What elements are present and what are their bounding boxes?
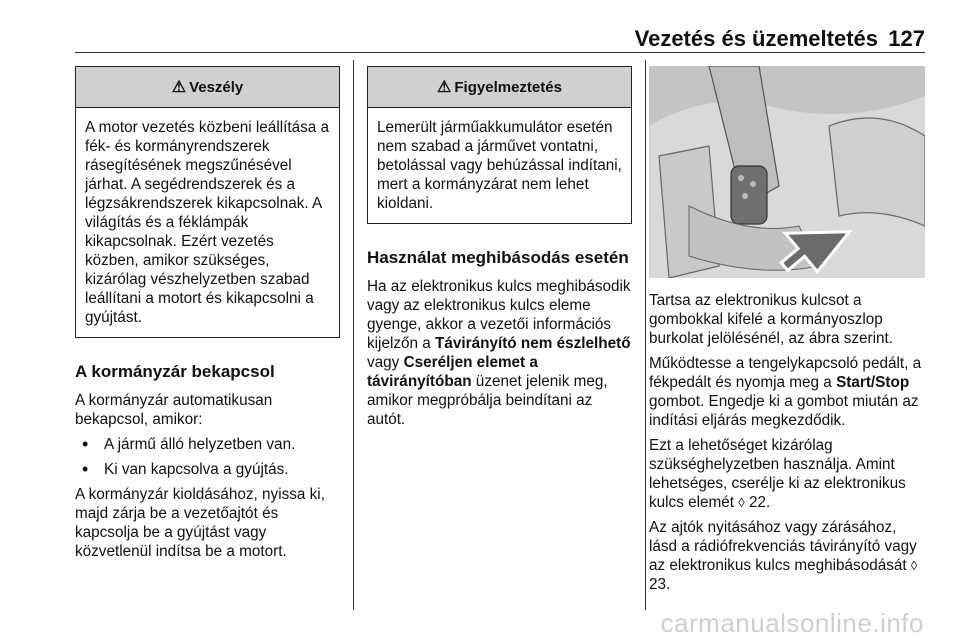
warning-triangle-icon: ⚠	[437, 78, 452, 96]
page-reference[interactable]: 23.	[649, 576, 671, 593]
start-stop-label: Start/Stop	[836, 374, 910, 391]
paragraph: A kormányzár kioldásához, nyissa ki, majd zárja be a vezetőajtót és kapcsolja be a gyújtást vagy közvetlenül indítsa be a motort.	[75, 486, 325, 560]
column-1	[75, 66, 340, 561]
section-intro: A kormányzár automatikusan bekapcsol, amikor:	[75, 392, 273, 428]
column-divider	[353, 60, 354, 610]
warning-triangle-icon: ⚠	[171, 78, 187, 96]
column-3	[649, 66, 925, 594]
danger-box	[75, 66, 340, 338]
bold-message: Cseréljen elemet a távirányítóban	[367, 354, 538, 390]
page-reference-icon: ◊	[738, 495, 745, 510]
header-divider	[75, 52, 925, 53]
paragraph: Működtesse a tengelykapcsoló pedált, a fékpedált és nyomja meg a Start/Stop gombot. Engedje ki a gombot miután az indítási eljárás megkezdődik.	[649, 355, 922, 429]
condition-list	[75, 435, 340, 479]
figure-caption: Tartsa az elektronikus kulcsot a gombokkal kifelé a kormányoszlop burkolat jelölésénél, az ábra szerint.	[649, 292, 894, 347]
column-2	[367, 66, 632, 429]
section-title: A kormányzár bekapcsol	[75, 362, 275, 381]
paragraph: Az ajtók nyitásához vagy zárásához, lásd a rádiófrekvenciás távirányító vagy az elektronikus kulcs meghibásodását ◊ 23.	[649, 519, 918, 593]
warning-box-title: Figyelmeztetés	[454, 78, 562, 96]
page-number: 127	[888, 26, 925, 51]
list-item: • A jármű álló helyzetben van.	[75, 435, 340, 454]
danger-box-title: Veszély	[189, 78, 244, 96]
watermark: carmanualsonline.info	[660, 608, 924, 638]
page-reference[interactable]: 22.	[748, 494, 771, 511]
page-reference-icon: ◊	[910, 558, 918, 573]
paragraph: Ezt a lehetőséget kizárólag szükséghelyzetben használja. Amint lehetséges, cserélje ki az elektronikus kulcs elemét ◊ 22.	[649, 437, 906, 511]
warning-box-text: Lemerült járműakkumulátor esetén nem szabad a járművet vontatni, betolással vagy behúzással indítani, mert a kormányzárat nem lehet kioldani.	[377, 119, 622, 212]
warning-box	[367, 66, 632, 224]
danger-box-text: A motor vezetés közbeni leállítása a fék- és kormányrendszerek rásegítésének megszűnésével járhat. A segédrendszerek és a légzsákrendszerek kikapcsolnak. A világítás és a féklámpák kikapcsolnak. Ezért vezetés közben, amikor szükséges, kizárólag vészhelyzetben szabad leállítani a motort és kikapcsolni a gyújtást.	[85, 119, 330, 326]
page-header-title: Vezetés és üzemeltetés	[634, 26, 878, 51]
electronic-key-slot-illustration	[649, 66, 925, 278]
section-title: Használat meghibásodás esetén	[367, 248, 629, 267]
list-item: • Ki van kapcsolva a gyújtás.	[75, 460, 340, 479]
bold-message: Távirányító nem észlelhető	[435, 335, 631, 352]
column-divider	[645, 60, 646, 610]
warning-box-header	[368, 67, 631, 108]
danger-box-header	[76, 67, 339, 108]
paragraph: Ha az elektronikus kulcs meghibásodik vagy az elektronikus kulcs eleme gyenge, akkor a vezetői információs kijelzőn a Távirányító nem észlelhető vagy Cseréljen elemet a távirányítóban üzenet jelenik meg, amikor megpróbálja beindítani az autót.	[367, 278, 631, 428]
